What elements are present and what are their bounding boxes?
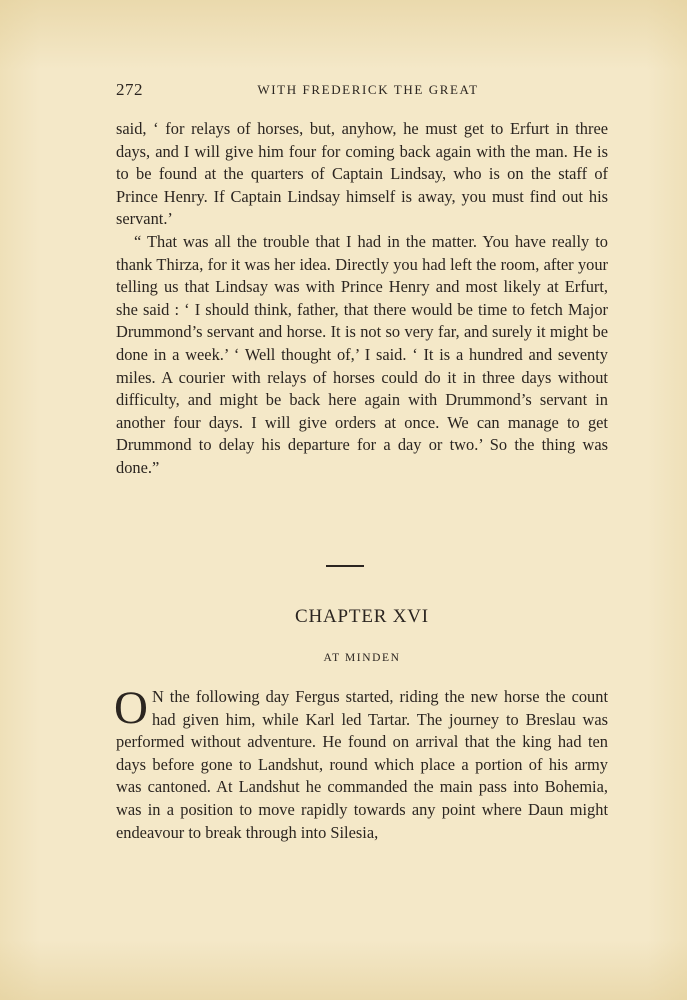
running-title: WITH FREDERICK THE GREAT <box>257 82 479 97</box>
paragraph: said, ‘ for relays of horses, but, anyhow, he must get to Erfurt in three days, and I will give him four for coming back again with the man. He is to be found at the quarters of Captain Lindsay, who is on the staff of Prince Henry. If Captain Lindsay himself is away, you must find out his servant.’ <box>116 119 608 229</box>
running-head <box>116 80 608 100</box>
chapter-opening-paragraph <box>114 682 608 844</box>
drop-cap: O <box>114 682 148 734</box>
section-divider <box>326 565 364 567</box>
chapter-title: AT MINDEN <box>323 652 401 664</box>
chapter-body-text <box>114 682 608 844</box>
chapter-opening-text: N the following day Fergus started, riding the new horse the count had given him, while Karl led Tartar. The journey to Breslau was performed without adventure. He found on arrival that the king had ten days before gone to Landshut, round which place a portion of his army was cantoned. At Landshut he commanded the main pass into Bohemia, was in a position to move rapidly towards any point where Daun might endeavour to break through into Silesia, <box>116 687 608 842</box>
paragraph: “ That was all the trouble that I had in the matter. You have really to thank Thirza, for it was her idea. Directly you had left the room, after your telling us that Lindsay was with Prince Henry and most likely at Erfurt, she said : ‘ I should think, father, that there would be time to fetch Major Drummond’s servant and horse. It is not so very far, and surely it might be done in a week.’ ‘ Well thought of,’ I said. ‘ It is a hundred and seventy miles. A courier with relays of horses could do it in three days without difficulty, and might be back here again with Drummond’s servant in another four days. I will give orders at once. We can manage to get Drummond to delay his departure for a day or two.’ So the thing was done.” <box>116 231 608 477</box>
page-number: 272 <box>116 80 143 99</box>
body-text-top <box>116 118 608 480</box>
chapter-number: CHAPTER XVI <box>295 606 429 627</box>
